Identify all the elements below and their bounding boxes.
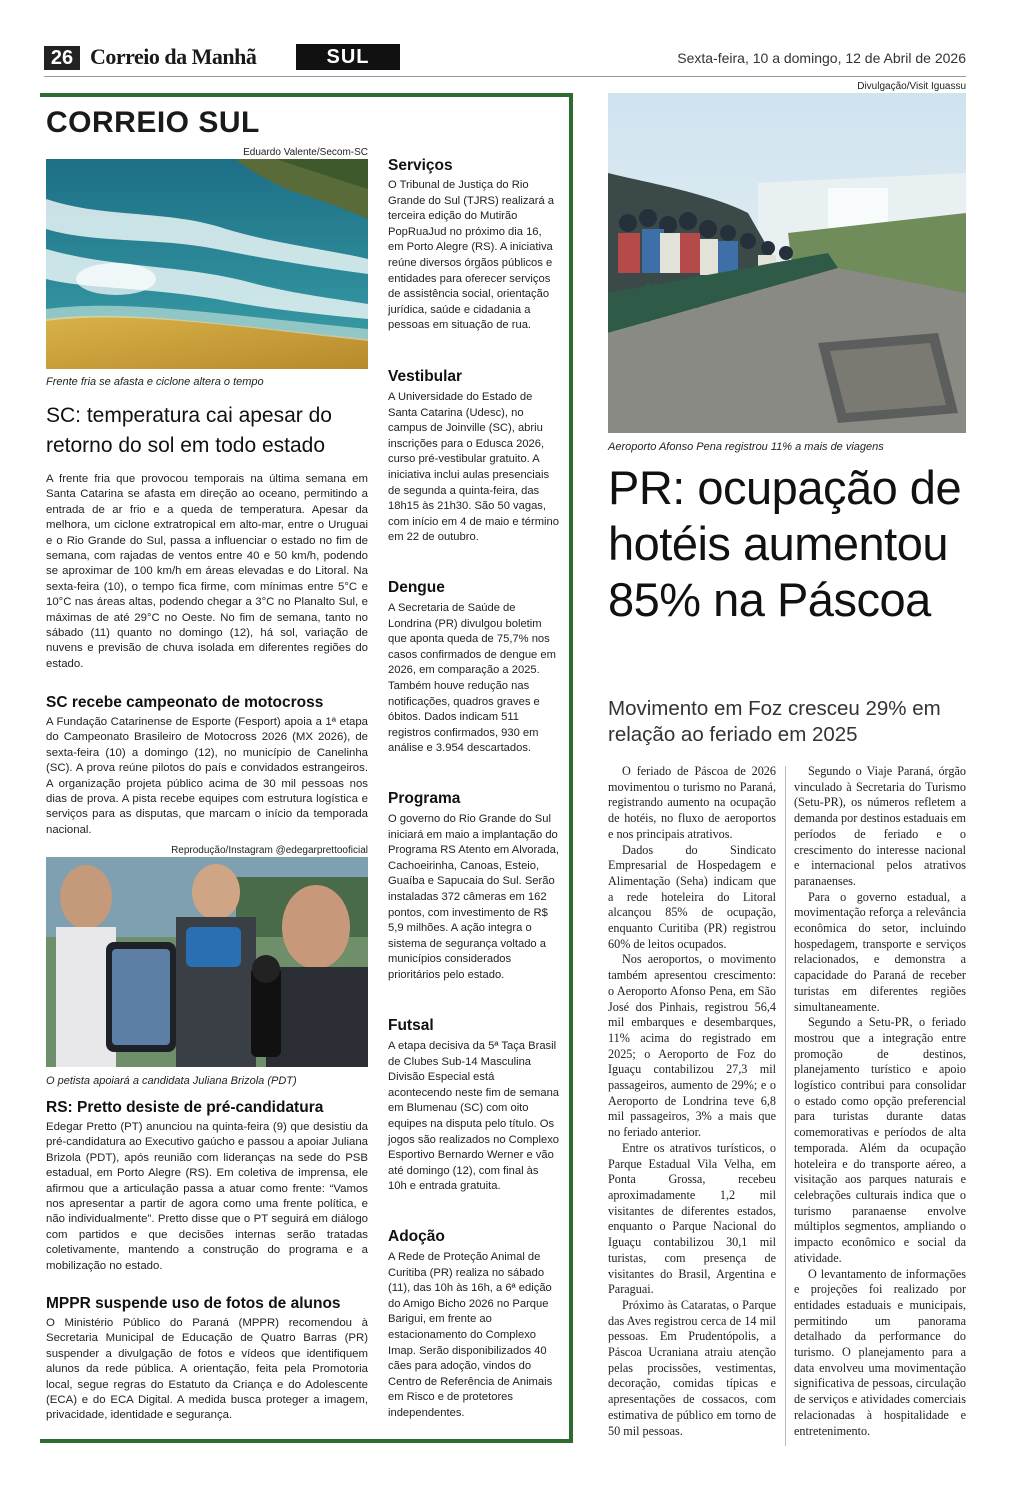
- beach-photo: [46, 159, 368, 369]
- column-divider: [785, 766, 786, 1446]
- brief-title: Serviços: [388, 157, 453, 174]
- brief-body: A Secretaria de Saúde de Londrina (PR) divulgou boletim que aponta queda de 75,7% nos casos confirmados de dengue em 2026, em comparação a 2025. Também houve redução nas notificações, quadros graves e óbitos. Dados indicam 511 registros confirmados, 930 em análise e 3.954 descartados.: [388, 602, 556, 755]
- article-title: SC: temperatura cai apesar do retorno do sol em todo estado: [46, 404, 332, 457]
- article-paragraph: Entre os atrativos turísticos, o Parque Estadual Vila Velha, em Ponta Grossa, recebeu aproximadamente 1,2 mil visitantes de diferentes estados, enquanto o Parque Nacional do Iguaçu contabilizou 30,1 mil turistas, com presença de visitantes do Brasil, Argentina e Paraguai.: [608, 1140, 776, 1297]
- brief-body: O governo do Rio Grande do Sul iniciará em maio a implantação do Programa RS Atento em Alvorada, Cachoeirinha, Canoas, Esteio, Guaíba e Sapucaia do Sul. Serão instaladas 372 câmeras em 162 pontos, com investimento de R$ 5,9 milhões. A ação integra o sistema de segurança voltado a municípios considerados prioritários pelo estado.: [388, 813, 560, 981]
- article-title: RS: Pretto desiste de pré-candidatura: [46, 1099, 324, 1116]
- page-number: 26: [44, 46, 80, 70]
- brief-body: A etapa decisiva da 5ª Taça Brasil de Clubes Sub-14 Masculina Divisão Especial está acontecendo neste fim de semana em Blumenau (SC) com oito equipes na disputa pelo título. Os jogos são realizados no Complexo Esportivo Bernardo Werner e vão até domingo (12), com final às 10h e entrada gratuita.: [388, 1040, 560, 1193]
- brief-body: O Tribunal de Justiça do Rio Grande do Sul (TJRS) realizará a terceira edição do Mutirão PopRuaJud no próximo dia 16, em Porto Alegre (RS). A iniciativa reúne diversos órgãos públicos e entidades para oferecer serviços de assistência social, orientação jurídica, saúde e cidadania a pessoas em situação de rua.: [388, 179, 555, 332]
- brief-title: Adoção: [388, 1228, 445, 1245]
- header-divider: [44, 76, 966, 77]
- press-conference-image: [46, 857, 368, 1067]
- box-title: CORREIO SUL: [46, 106, 260, 139]
- press-conference-photo: [46, 857, 368, 1067]
- photo-caption: Aeroporto Afonso Pena registrou 11% a mais de viagens: [608, 441, 884, 453]
- article-paragraph: Próximo às Cataratas, o Parque das Aves registrou cerca de 14 mil pessoas. Em Prudentópolis, a Páscoa Ucraniana atraiu atenção pelas procissões, vestimentas, decoração, comidas típicas e apresentações de cossacos, com estimativa de público em torno de 50 mil pessoas.: [608, 1297, 776, 1438]
- photo-credit: Eduardo Valente/Secom-SC: [243, 147, 368, 158]
- iguacu-falls-photo: [608, 93, 966, 433]
- photo-caption: Frente fria se afasta e ciclone altera o tempo: [46, 376, 264, 388]
- article-paragraph: Segundo a Setu-PR, o feriado mostrou que a integração entre promoção de destinos, planejamento turístico e apoio logístico contribui para consolidar o estado como opção preferencial para turistas durante datas comemorativas e períodos de alta temporada. Além da ocupação hoteleira e do transporte aéreo, a visitação aos parques naturais e celebrações culturais indica que o turismo paranaense envolve múltiplos segmentos, ampliando o impacto econômico e social da atividade.: [794, 1015, 966, 1265]
- article-paragraph: Segundo o Viaje Paraná, órgão vinculado à Secretaria do Turismo (Setu-PR), os números refletem a demanda por destinos estaduais em períodos de feriado e o crescimento do interesse nacional e internacional pelos atrativos paranaenses.: [794, 764, 966, 888]
- article-title: SC recebe campeonato de motocross: [46, 694, 324, 711]
- newspaper-name: Correio da Manhã: [90, 44, 257, 69]
- beach-photo-image: [46, 159, 368, 369]
- article-body: A Fundação Catarinense de Esporte (Fesport) apoia a 1ª etapa do Campeonato Brasileiro de Motocross 2026 (MX 2026), de sexta-feira (10) a domingo (12), no município de Canelinha (SC). A prova reúne pilotos do país e convidados estrangeiros. A organização projeta público acima de 30 mil pessoas nos dias de prova. A pista recebe equipes com estrutura logística e serviços para as disputas, que marcam o início da temporada nacional.: [46, 716, 368, 836]
- article-paragraph: O feriado de Páscoa de 2026 movimentou o turismo no Paraná, registrando aumento na ocupação de hotéis, no fluxo de aeroportos e nos principais atrativos.: [608, 764, 776, 841]
- article-paragraph: O levantamento de informações e projeções foi realizado por entidades estaduais e municipais, permitindo um panorama detalhado da performance do turismo. O planejamento para a data envolveu uma movimentação significativa de pessoas, circulação de serviços e atividades comerciais relacionadas à hospitalidade e entretenimento.: [794, 1266, 966, 1438]
- section-tag: SUL: [296, 44, 400, 70]
- photo-caption: O petista apoiará a candidata Juliana Brizola (PDT): [46, 1075, 297, 1087]
- issue-date: Sexta-feira, 10 a domingo, 12 de Abril de 2026: [677, 50, 966, 66]
- article-paragraph: Para o governo estadual, a movimentação reforça a relevância econômica do setor, incluindo hospedagem, transporte e serviços relacionados, e demonstra a capacidade do Paraná de receber turistas em diferentes regiões simultaneamente.: [794, 889, 966, 1014]
- iguacu-falls-image: [608, 93, 966, 433]
- photo-credit: Divulgação/Visit Iguassu: [857, 81, 966, 92]
- article-paragraph: Dados do Sindicato Empresarial de Hospedagem e Alimentação (Seha) indicam que a rede hoteleira do Litoral alcançou 85% de ocupação, enquanto Curitiba (PR) registrou 60% de leitos ocupados.: [608, 842, 776, 951]
- main-headline: PR: ocupação de hotéis aumentou 85% na Páscoa: [608, 461, 962, 626]
- main-article-col1: [608, 764, 776, 1439]
- article-paragraph: Nos aeroportos, o movimento também apresentou crescimento: o Aeroporto Afonso Pena, em São José dos Pinhais, registrou 56,4 mil embarques e desembarques, 11% acima do registrado em 2025; o Aeroporto de Foz do Iguaçu contabilizou 27,3 mil passageiros, aumento de 29%; e o Aeroporto de Londrina teve 6,8 mil passageiros, 3% a mais que no feriado anterior.: [608, 952, 776, 1140]
- brief-body: A Rede de Proteção Animal de Curitiba (PR) realiza no sábado (11), das 10h às 16h, a 6ª edição do Amigo Bicho 2026 no Parque Barigui, em frente ao estacionamento do Complexo Imap. Serão disponibilizados 40 cães para adoção, vindos do Centro de Referência de Animais em Risco e de protetores independentes.: [388, 1251, 553, 1419]
- brief-title: Vestibular: [388, 368, 463, 385]
- brief-title: Dengue: [388, 579, 445, 596]
- page-header: [44, 44, 966, 72]
- main-article-col2: [794, 764, 966, 1439]
- main-subtitle: Movimento em Foz cresceu 29% em relação ao feriado em 2025: [608, 697, 941, 746]
- article-body: O Ministério Público do Paraná (MPPR) recomendou à Secretaria Municipal de Educação de Quatro Barras (PR) suspender a divulgação de fotos e vídeos que identifiquem alunos da rede pública. A orientação, feita pela Promotoria local, segue regras do Estatuto da Criança e do Adolescente (ECA) e do ECA Digital. A medida busca proteger a imagem, privacidade, identidade e segurança.: [46, 1317, 368, 1422]
- article-title: MPPR suspende uso de fotos de alunos: [46, 1295, 341, 1312]
- brief-title: Programa: [388, 790, 461, 807]
- article-body: A frente fria que provocou temporais na última semana em Santa Catarina se afasta em direção ao oceano, permitindo a entrada de ar frio e a queda de temperatura. Apesar da melhora, um ciclone extratropical em alto-mar, entre o Uruguai e o Rio Grande do Sul, passa a influenciar o estado no fim de semana, com rajadas de ventos entre 40 e 50 km/h, podendo se aproximar de 100 km/h em áreas elevadas e do Litoral. Na sexta-feira (10), o tempo fica firme, com mínimas entre 5°C e 10°C nas áreas altas, podendo chegar a 3°C no Planalto Sul, e máximas de até 29°C no Oeste. No fim de semana, tanto no sábado (11) quanto no domingo (12), há sol, variação de nuvens e previsão de chuva isolada em diferentes regiões do estado.: [46, 473, 368, 670]
- photo-credit: Reprodução/Instagram @edegarprettooficial: [171, 845, 368, 856]
- brief-body: A Universidade do Estado de Santa Catarina (Udesc), no campus de Joinville (SC), abriu inscrições para o Edusca 2026, curso pré-vestibular gratuito. A iniciativa inclui aulas presenciais de segunda a quinta-feira, das 18h15 às 21h30. São 50 vagas, com início em 4 de maio e término em 22 de outubro.: [388, 391, 559, 544]
- article-body: Edegar Pretto (PT) anunciou na quinta-feira (9) que desistiu da pré-candidatura ao Executivo gaúcho e passou a apoiar Juliana Brizola (PDT), após reunião com lideranças na sede do PSB estadual, em Porto Alegre (RS). Em coletiva de imprensa, ele afirmou que a articulação passa a atuar como frente: “Vamos nos apresentar a partir de agora como uma frente política, e não individualmente”. Pretto disse que o PT seguirá em diálogo com partidos e que decisões internas serão tratadas coletivamente, mantendo a construção do programa e a mobilização no estado.: [46, 1121, 368, 1272]
- brief-title: Futsal: [388, 1017, 434, 1034]
